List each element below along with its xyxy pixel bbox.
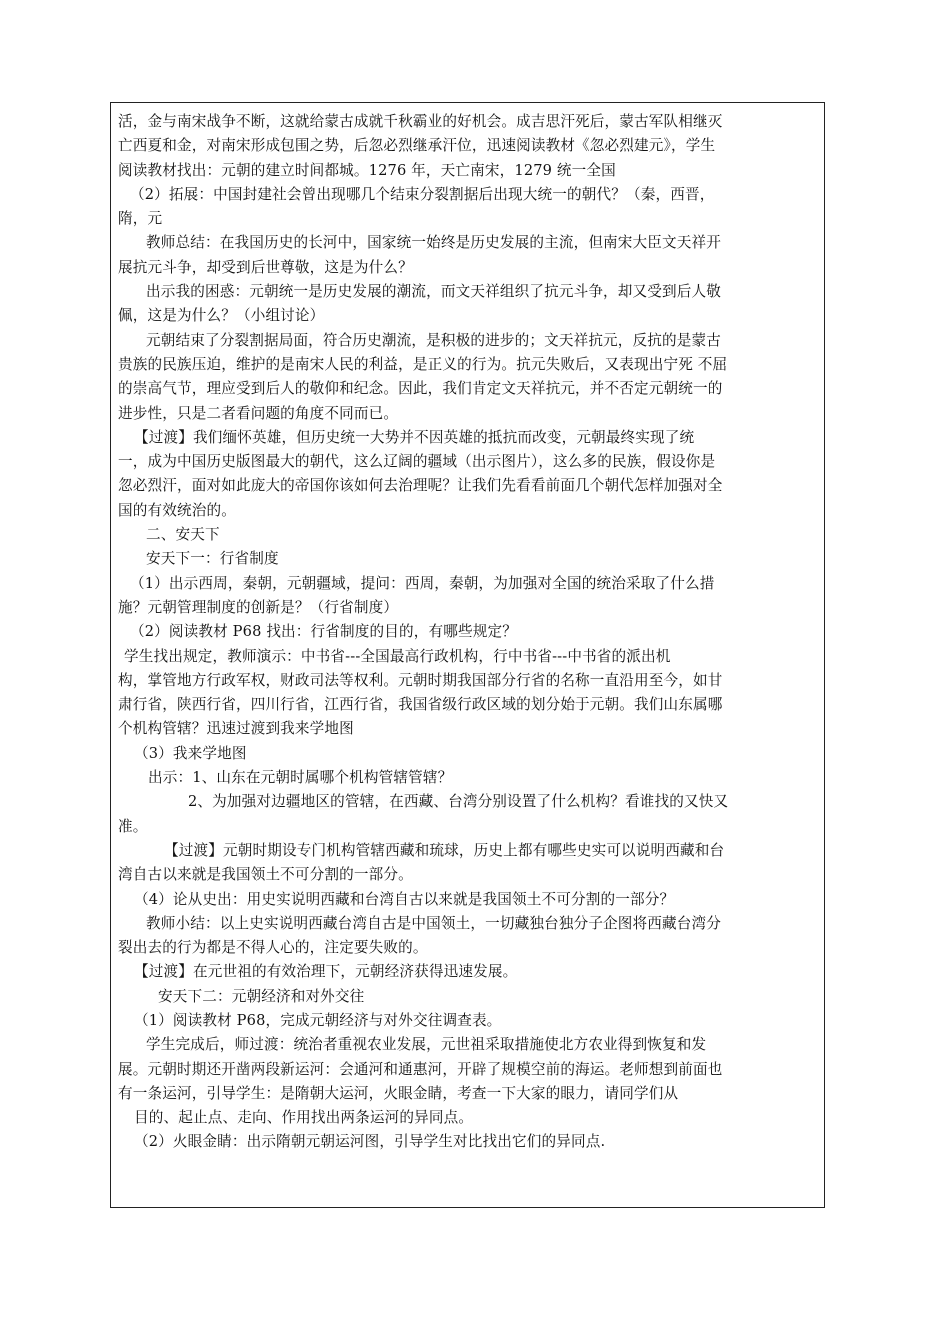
text-line: 出示：1、山东在元朝时属哪个机构管辖管辖？ — [148, 769, 453, 787]
text-line: 阅读教材找出：元朝的建立时间都城。1276 年，天亡南宋，1279 统一全国 — [118, 161, 616, 179]
text-line: 湾自古以来就是我国领土不可分割的一部分。 — [118, 866, 413, 884]
text-line: 【过渡】元朝时期设专门机构管辖西藏和琉球，历史上都有哪些史实可以说明西藏和台 — [164, 841, 725, 859]
text-line: 【过渡】我们缅怀英雄，但历史统一大势并不因英雄的抵抗而改变，元朝最终实现了统 — [134, 428, 695, 446]
text-line: 展抗元斗争，却受到后世尊敬，这是为什么？ — [118, 258, 413, 276]
text-line: （4）论从史出：用史实说明西藏和台湾自古以来就是我国领土不可分割的一部分？ — [134, 890, 675, 908]
text-line: （2）拓展：中国封建社会曾出现哪几个结束分裂割据后出现大统一的朝代？（秦，西晋， — [130, 185, 715, 203]
text-line: 一，成为中国历史版图最大的朝代，这么辽阔的疆域（出示图片），这么多的民族，假设你是 — [118, 453, 716, 471]
text-line: 准。 — [118, 817, 148, 835]
text-line: （3）我来学地图 — [134, 744, 247, 762]
text-line: 亡西夏和金，对南宋形成包围之势，后忽必烈继承汗位，迅速阅读教材《忽必烈建元》，学生 — [118, 137, 716, 155]
text-line: 构，掌管地方行政军权，财政司法等权利。元朝时期我国部分行省的名称一直沿用至今，如甘 — [118, 671, 723, 689]
text-line: （2）阅读教材 P68 找出：行省制度的目的，有哪些规定？ — [130, 623, 517, 641]
text-line: 有一条运河，引导学生：是隋朝大运河，火眼金睛，考查一下大家的眼力，请同学们从 — [118, 1084, 679, 1102]
text-line: 肃行省，陕西行省，四川行省，江西行省，我国省级行政区域的划分始于元朝。我们山东属哪 — [118, 696, 723, 714]
text-line: 出示我的困惑：元朝统一是历史发展的潮流，而文天祥组织了抗元斗争，却又受到后人敬 — [146, 283, 722, 301]
text-line: 裂出去的行为都是不得人心的，注定要失败的。 — [118, 939, 428, 957]
text-line: 个机构管辖？迅速过渡到我来学地图 — [118, 720, 354, 738]
text-line: 元朝结束了分裂割据局面，符合历史潮流，是积极的进步的；文天祥抗元，反抗的是蒙古 — [146, 331, 722, 349]
text-line: 贵族的民族压迫，维护的是南宋人民的利益，是正义的行为。抗元失败后，又表现出宁死 不屈 — [118, 355, 728, 373]
text-line: 展。元朝时期还开凿两段新运河：会通河和通惠河，开辟了规模空前的海运。老师想到前面也 — [118, 1060, 723, 1078]
text-line: 隋，元 — [118, 210, 163, 228]
text-line: 学生完成后，师过渡：统治者重视农业发展，元世祖采取措施使北方农业得到恢复和发 — [146, 1036, 707, 1054]
text-line: 学生找出规定，教师演示：中书省---全国最高行政机构，行中书省---中书省的派出机 — [124, 647, 671, 665]
text-line: 教师小结：以上史实说明西藏台湾自古是中国领土，一切藏独台独分子企图将西藏台湾分 — [146, 914, 722, 932]
text-line: 进步性，只是二者看问题的角度不同而已。 — [118, 404, 399, 422]
text-line: （2）火眼金睛：出示隋朝元朝运河图，引导学生对比找出它们的异同点. — [134, 1133, 606, 1151]
text-line: 教师总结：在我国历史的长河中，国家统一始终是历史发展的主流，但南宋大臣文天祥开 — [146, 234, 722, 252]
text-line: 佩，这是为什么？（小组讨论） — [118, 307, 325, 325]
text-line: 活，金与南宋战争不断，这就给蒙古成就千秋霸业的好机会。成吉思汗死后，蒙古军队相继灭 — [118, 113, 723, 130]
text-line: 忽必烈汗，面对如此庞大的帝国你该如何去治理呢？让我们先看看前面几个朝代怎样加强对全 — [118, 477, 723, 495]
text-line: 施？元朝管理制度的创新是？（行省制度） — [118, 598, 399, 616]
subsection-heading: 安天下一：行省制度 — [146, 550, 279, 568]
section-heading: 二、安天下 — [146, 526, 220, 544]
text-line: 的崇高气节，理应受到后人的敬仰和纪念。因此，我们肯定文天祥抗元，并不否定元朝统一的 — [118, 380, 723, 398]
subsection-heading: 安天下二：元朝经济和对外交往 — [158, 987, 365, 1005]
text-line: 国的有效统治的。 — [118, 501, 236, 519]
text-line: 2、为加强对边疆地区的管辖，在西藏、台湾分别设置了什么机构？看谁找的又快又 — [188, 793, 729, 811]
text-line: （1）阅读教材 P68，完成元朝经济与对外交往调查表。 — [134, 1011, 502, 1029]
text-line: 【过渡】在元世祖的有效治理下，元朝经济获得迅速发展。 — [134, 963, 518, 981]
text-line: 目的、起止点、走向、作用找出两条运河的异同点。 — [134, 1109, 474, 1127]
text-line: （1）出示西周，秦朝，元朝疆域，提问：西周，秦朝，为加强对全国的统治采取了什么措 — [130, 574, 715, 592]
lesson-text-body — [118, 110, 818, 1155]
